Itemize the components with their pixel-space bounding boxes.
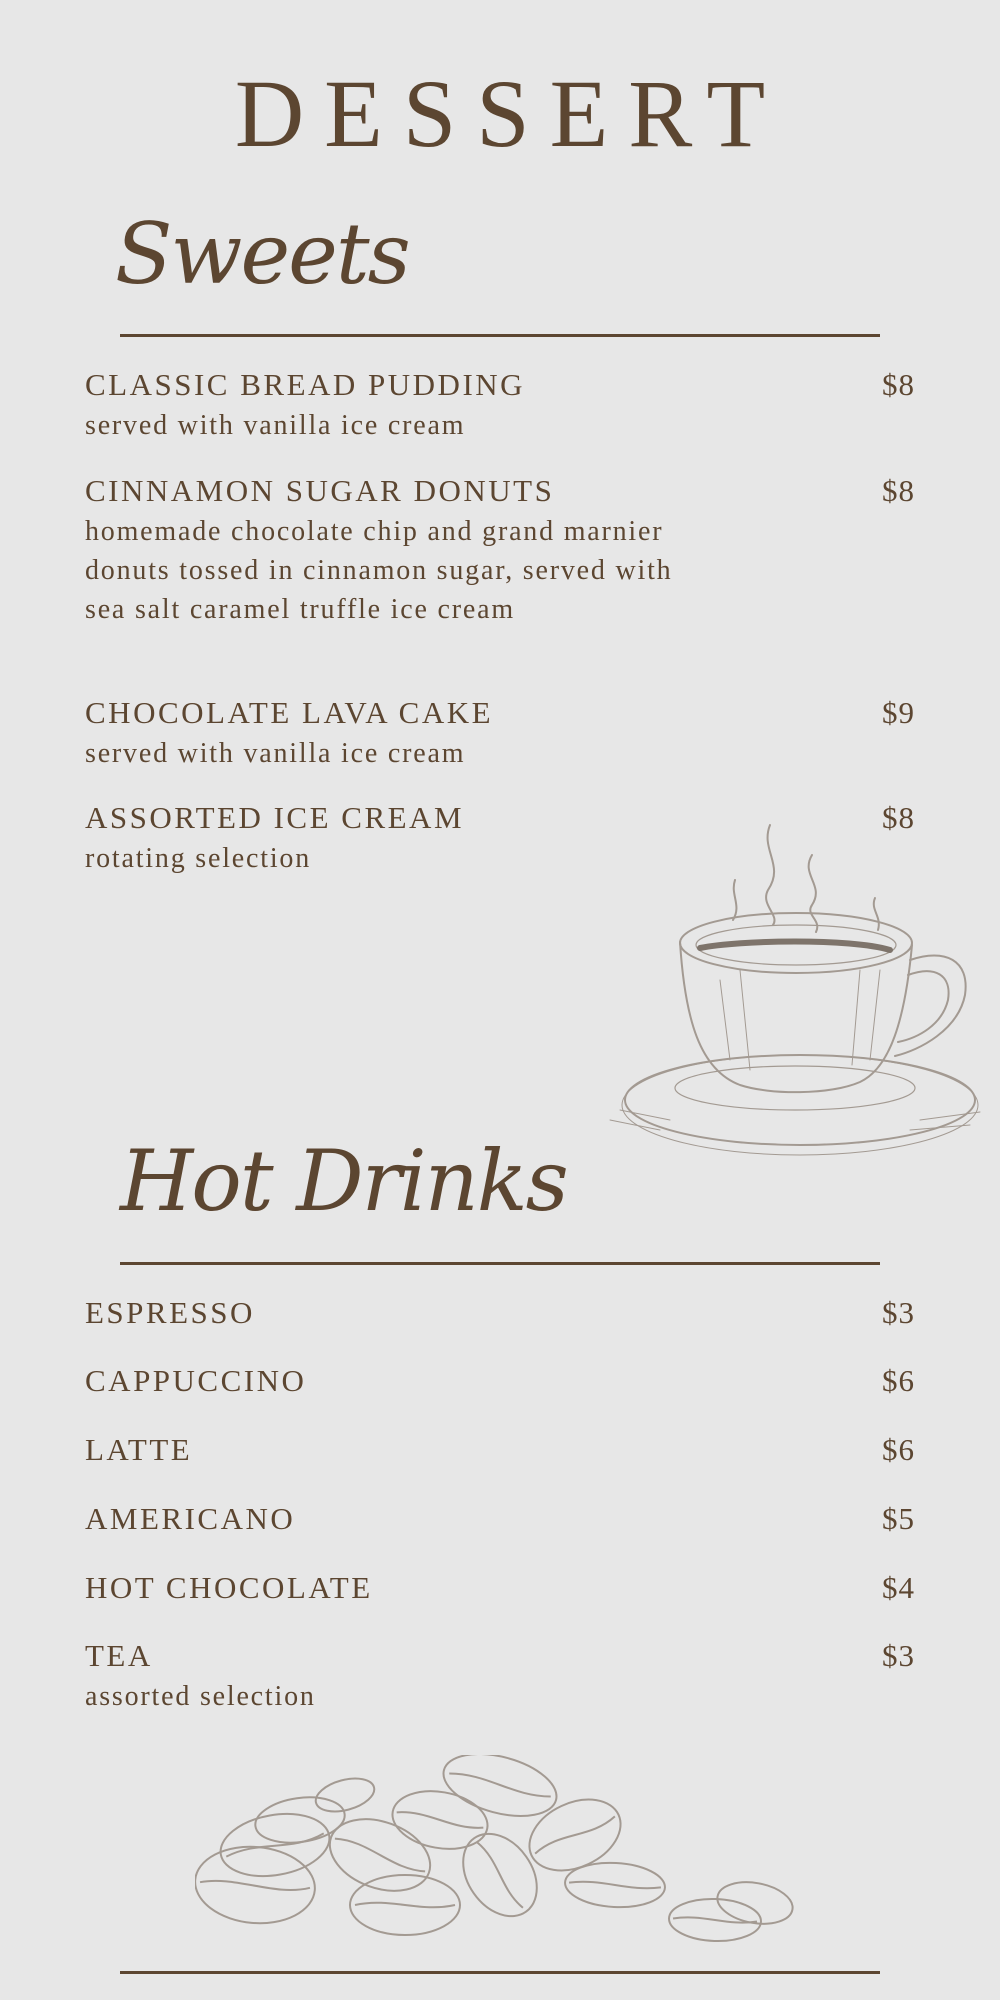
menu-item-name: CINNAMON SUGAR DONUTS	[85, 473, 555, 508]
menu-item-price: $8	[882, 800, 915, 835]
menu-item-price: $5	[882, 1501, 915, 1536]
section-heading-hot-drinks: Hot Drinks	[120, 1132, 567, 1230]
menu-title: DESSERT	[234, 60, 786, 167]
menu-item-name: ASSORTED ICE CREAM	[85, 800, 465, 835]
menu-item-name: CAPPUCCINO	[85, 1363, 307, 1398]
menu-item-price: $8	[882, 367, 915, 402]
menu-item-price: $3	[882, 1638, 915, 1673]
menu-item-price: $6	[882, 1432, 915, 1467]
menu-item-description: rotating selection	[85, 843, 312, 874]
menu-item-price: $4	[882, 1570, 915, 1605]
menu-item-description: homemade chocolate chip and grand marnier donuts tossed in cinnamon sugar, served with sea salt caramel truffle ice cream	[85, 516, 673, 625]
menu-item-name: AMERICANO	[85, 1501, 296, 1536]
menu-item-name: ESPRESSO	[85, 1295, 255, 1330]
menu-item-description: assorted selection	[85, 1681, 316, 1712]
menu-item-name: CHOCOLATE LAVA CAKE	[85, 695, 494, 730]
menu-item-name: HOT CHOCOLATE	[85, 1570, 373, 1605]
coffee-cup-sketch-icon	[590, 820, 990, 1180]
menu-item-price: $9	[882, 695, 915, 730]
menu-item-description: served with vanilla ice cream	[85, 410, 466, 441]
coffee-beans-sketch-icon	[195, 1755, 815, 1955]
section-divider	[120, 1262, 880, 1265]
section-divider	[120, 334, 880, 337]
menu-item-description: served with vanilla ice cream	[85, 738, 466, 769]
menu-item-name: TEA	[85, 1638, 153, 1673]
menu-item-price: $8	[882, 473, 915, 508]
menu-item-name: CLASSIC BREAD PUDDING	[85, 367, 526, 402]
menu-item-price: $6	[882, 1363, 915, 1398]
section-heading-sweets: Sweets	[115, 205, 409, 303]
footer-divider	[120, 1971, 880, 1974]
menu-item-price: $3	[882, 1295, 915, 1330]
menu-item-name: LATTE	[85, 1432, 193, 1467]
